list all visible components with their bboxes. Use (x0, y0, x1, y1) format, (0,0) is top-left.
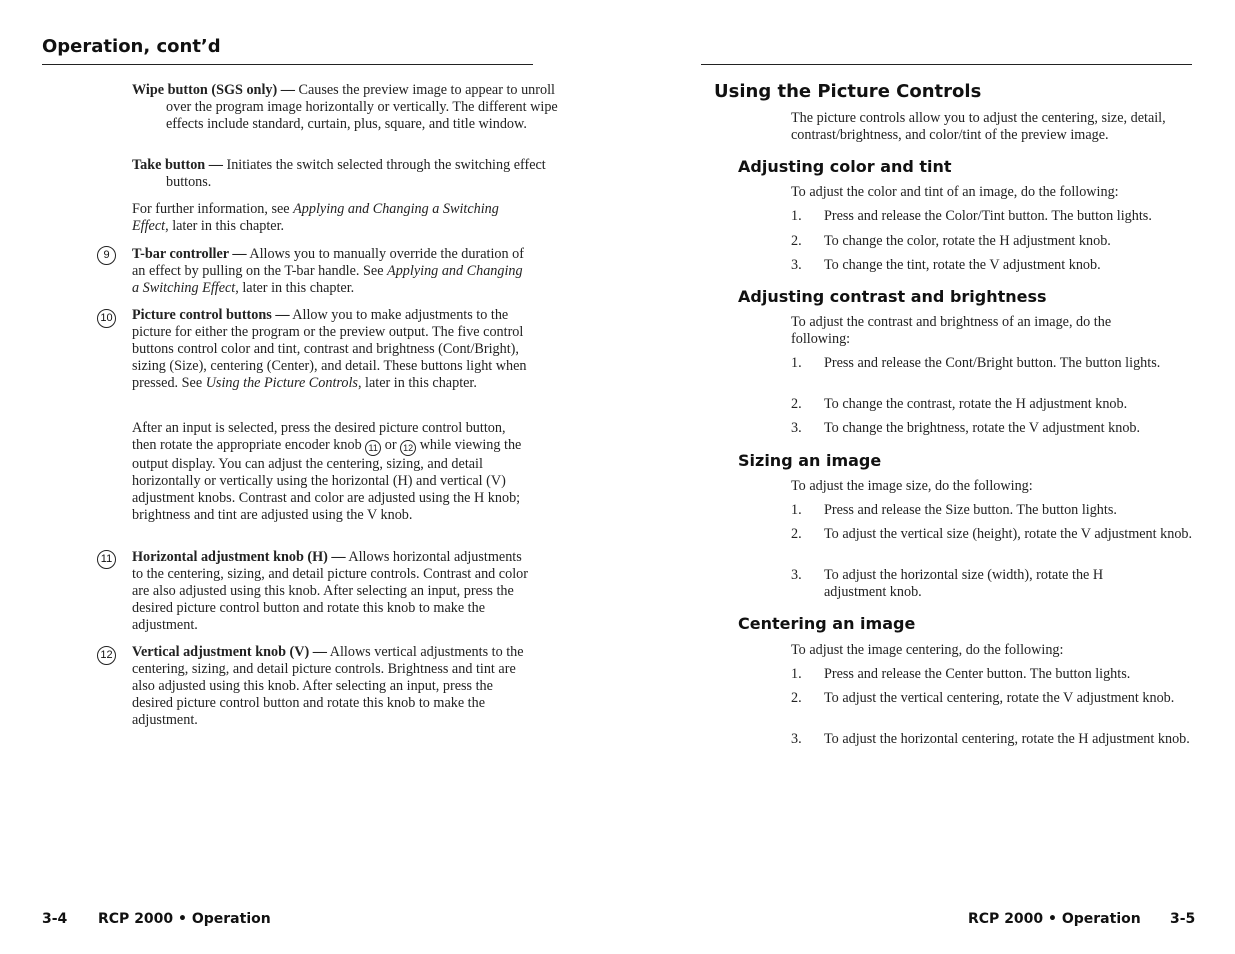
callout-9-icon: 9 (97, 246, 116, 265)
header-rule (42, 64, 533, 65)
subsection-heading: Adjusting contrast and brightness (738, 287, 1047, 306)
t-bar-description: T-bar controller — Allows you to manually override the duration of an effect by pulling on the T-bar handle. See Applying and Changing a Switching Effect, later in this chapter. (132, 246, 524, 296)
step-text: Press and release the Cont/Bright button. The button lights. (824, 355, 1161, 371)
step-number: 3. (791, 257, 802, 273)
step-text: To change the contrast, rotate the H adjustment knob. (824, 396, 1128, 412)
callout-10-icon: 10 (97, 309, 116, 328)
after-input-paragraph: After an input is selected, press the desired picture control button, then rotate the appropriate encoder knob 11 or 12 while viewing the output display. You can adjust the centering, sizing, and detail horizontally or vertically using the horizontal (H) and vertical (V) adjustment knobs. Contrast and color are adjusted using the H knob; brightness and tint are adjusted using the V knob. (132, 420, 522, 523)
picture-control-buttons-description: Picture control buttons — Allow you to make adjustments to the picture for either the program or the preview output. The five control buttons control color and tint, contrast and brightness (Cont/Bright), sizing (Size), centering (Center), and detail. These buttons light when pressed. See Using the Picture Controls, later in this chapter. (132, 307, 527, 391)
footer-page-number: 3-4 (42, 911, 68, 927)
step-number: 3. (791, 420, 802, 436)
knob-11-icon: 11 (365, 440, 381, 456)
knob-12-icon: 12 (400, 440, 416, 456)
take-button-description: Take button — Initiates the switch selected through the switching effect buttons. (132, 157, 546, 190)
step-number: 3. (791, 567, 802, 583)
step-number: 1. (791, 355, 802, 371)
callout-12-icon: 12 (97, 646, 116, 665)
subsection-intro: To adjust the image centering, do the following: (791, 642, 1064, 658)
callout-11-icon: 11 (97, 550, 116, 569)
subsection-intro: To adjust the color and tint of an image, do the following: (791, 184, 1119, 200)
step-text: To adjust the vertical centering, rotate the V adjustment knob. (824, 690, 1175, 706)
step-text: To change the brightness, rotate the V adjustment knob. (824, 420, 1141, 436)
subsection-heading: Centering an image (738, 614, 916, 633)
left-page (0, 0, 617, 954)
right-page (617, 0, 1235, 954)
vertical-knob-description: Vertical adjustment knob (V) — Allows vertical adjustments to the centering, sizing, and detail picture controls. Brightness and tint are also adjusted using this knob. After selecting an input, press the desired picture control button and rotate this knob to make the adjustment. (132, 644, 524, 728)
section-intro: The picture controls allow you to adjust the centering, size, detail, contrast/brightness, and color/tint of the preview image. (791, 110, 1166, 143)
step-text: Press and release the Color/Tint button. The button lights. (824, 208, 1152, 224)
step-number: 3. (791, 731, 802, 747)
step-text: To adjust the horizontal size (width), rotate the H adjustment knob. (824, 567, 1104, 600)
wipe-button-description: Wipe button (SGS only) — Causes the preview image to appear to unroll over the program image horizontally or vertically. The different wipe effects include standard, curtain, plus, square, and title window. (132, 82, 558, 132)
step-text: Press and release the Size button. The button lights. (824, 502, 1117, 518)
step-number: 2. (791, 396, 802, 412)
step-text: Press and release the Center button. The button lights. (824, 666, 1131, 682)
step-text: To change the color, rotate the H adjustment knob. (824, 233, 1111, 249)
step-number: 2. (791, 690, 802, 706)
further-info-paragraph: For further information, see Applying and Changing a Switching Effect, later in this chapter. (132, 201, 499, 234)
step-number: 1. (791, 666, 802, 682)
page-header: Operation, cont’d (42, 36, 221, 57)
subsection-intro: To adjust the image size, do the following: (791, 478, 1033, 494)
step-number: 1. (791, 208, 802, 224)
footer-title: RCP 2000 • Operation (968, 911, 1141, 927)
subsection-heading: Adjusting color and tint (738, 157, 952, 176)
step-text: To adjust the horizontal centering, rotate the H adjustment knob. (824, 731, 1190, 747)
step-text: To adjust the vertical size (height), rotate the V adjustment knob. (824, 526, 1193, 542)
subsection-heading: Sizing an image (738, 451, 882, 470)
step-number: 2. (791, 233, 802, 249)
footer-page-number: 3-5 (1170, 911, 1196, 927)
step-number: 1. (791, 502, 802, 518)
horizontal-knob-description: Horizontal adjustment knob (H) — Allows horizontal adjustments to the centering, sizing, and detail picture controls. Contrast and color are also adjusted using this knob. After selecting an input, press the desired picture control button and rotate this knob to make the adjustment. (132, 549, 528, 633)
footer-title: RCP 2000 • Operation (98, 911, 271, 927)
section-title: Using the Picture Controls (714, 81, 982, 102)
step-text: To change the tint, rotate the V adjustment knob. (824, 257, 1101, 273)
header-rule (701, 64, 1192, 65)
step-number: 2. (791, 526, 802, 542)
subsection-intro: To adjust the contrast and brightness of an image, do the following: (791, 314, 1112, 347)
